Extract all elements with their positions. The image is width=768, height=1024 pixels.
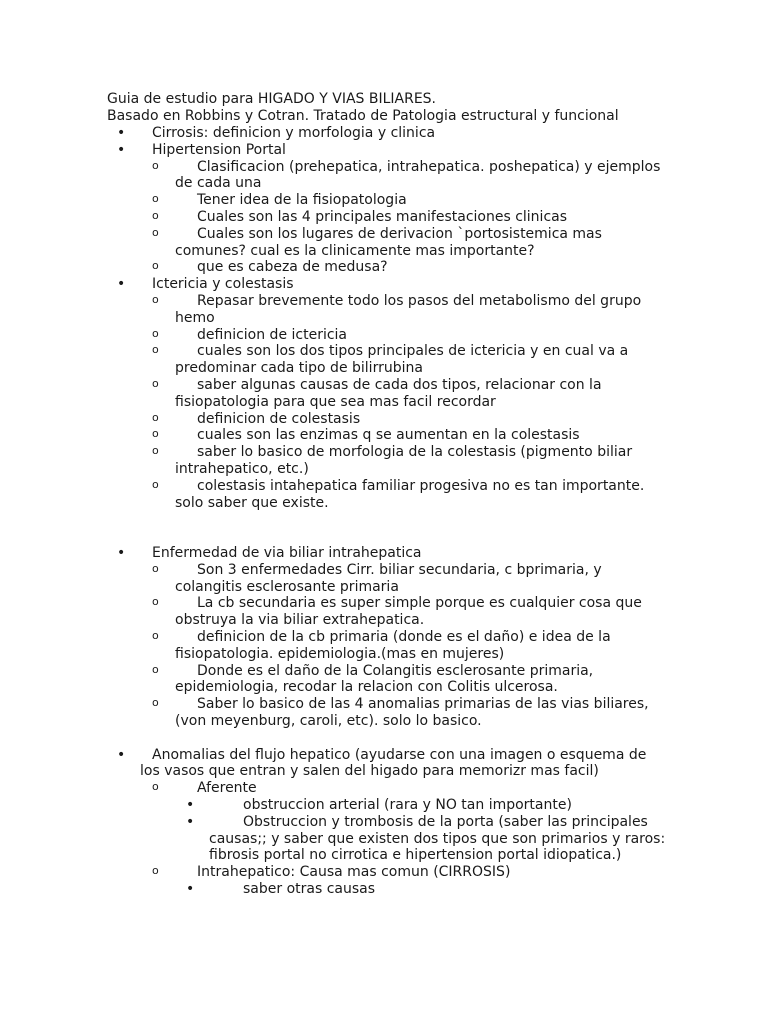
list-item-text: predominar cada tipo de bilirrubina: [175, 360, 423, 377]
list-item-text: cuales son los dos tipos principales de ictericia y en cual va a: [197, 343, 629, 360]
disc-bullet-icon: •: [186, 813, 195, 830]
list-item-text: Anomalias del flujo hepatico (ayudarse con una imagen o esquema de: [152, 746, 647, 763]
list-item-text: Enfermedad de via biliar intrahepatica: [152, 545, 422, 561]
circle-bullet-icon: o: [152, 477, 159, 491]
circle-bullet-icon: o: [152, 629, 159, 642]
circle-bullet-icon: o: [152, 209, 159, 222]
list-item-text: definicion de colestasis: [197, 410, 361, 427]
list-item-text: Saber lo basico de las 4 anomalias primarias de las vias biliares,: [197, 696, 649, 713]
circle-bullet-icon: o: [152, 561, 159, 575]
circle-bullet-icon: o: [152, 595, 159, 609]
disc-bullet-icon: •: [117, 141, 126, 158]
list-item-text: Hipertension Portal: [152, 141, 286, 158]
list-item-text: Obstruccion y trombosis de la porta (saber las principales: [243, 813, 648, 830]
list-item-text: (von meyenburg, caroli, etc). solo lo basico.: [175, 713, 482, 729]
list-item-text: saber lo basico de morfologia de la colestasis (pigmento biliar: [197, 444, 633, 461]
circle-bullet-icon: o: [152, 225, 159, 239]
circle-bullet-icon: o: [152, 343, 159, 357]
list-item-text: obstruccion arterial (rara y NO tan importante): [243, 797, 572, 813]
list-item-text: fisiopatologia para que sea mas facil recordar: [175, 393, 496, 410]
list-item-text: fibrosis portal no cirrotica e hipertension portal idiopatica.): [209, 847, 622, 864]
list-item-text: Cuales son los lugares de derivacion `portosistemica mas: [197, 225, 602, 242]
circle-bullet-icon: o: [152, 410, 159, 424]
circle-bullet-icon: o: [152, 158, 159, 172]
list-item-text: saber algunas causas de cada dos tipos, relacionar con la: [197, 377, 602, 393]
list-item-text: Son 3 enfermedades Cirr. biliar secundaria, c bprimaria, y: [197, 561, 602, 578]
circle-bullet-icon: o: [152, 662, 159, 676]
list-item-text: que es cabeza de medusa?: [197, 259, 388, 276]
list-item-text: solo saber que existe.: [175, 494, 329, 511]
list-item-text: definicion de la cb primaria (donde es el daño) e idea de la: [197, 629, 611, 645]
circle-bullet-icon: o: [152, 377, 159, 390]
list-item-text: cuales son las enzimas q se aumentan en la colestasis: [197, 427, 580, 444]
list-item-text: comunes? cual es la clinicamente mas importante?: [175, 242, 535, 259]
circle-bullet-icon: o: [152, 444, 159, 458]
list-item-text: de cada una: [175, 175, 262, 192]
list-item-text: Repasar brevemente todo los pasos del metabolismo del grupo: [197, 293, 642, 309]
list-item-text: hemo: [175, 309, 215, 326]
list-item-text: los vasos que entran y salen del higado para memorizr mas facil): [140, 763, 599, 780]
list-item-text: causas;; y saber que existen dos tipos que son primarios y raros:: [209, 830, 666, 847]
list-item-text: Cuales son las 4 principales manifestaciones clinicas: [197, 209, 568, 225]
list-item-text: fisiopatologia. epidemiologia.(mas en mujeres): [175, 645, 505, 662]
list-item-text: Donde es el daño de la Colangitis esclerosante primaria,: [197, 662, 594, 679]
list-item-text: colangitis esclerosante primaria: [175, 578, 399, 595]
disc-bullet-icon: •: [186, 881, 195, 897]
circle-bullet-icon: o: [152, 427, 159, 441]
list-item-text: definicion de ictericia: [197, 326, 348, 343]
circle-bullet-icon: o: [152, 192, 159, 206]
list-item-text: colestasis intahepatica familiar progesiva no es tan importante.: [197, 477, 645, 494]
list-item-text: epidemiologia, recodar la relacion con Colitis ulcerosa.: [175, 679, 558, 696]
list-item-text: saber otras causas: [243, 881, 376, 897]
document-title: Guia de estudio para HIGADO Y VIAS BILIARES.: [107, 91, 437, 107]
list-item-text: Cirrosis: definicion y morfologia y clinica: [152, 125, 436, 141]
disc-bullet-icon: •: [117, 276, 126, 293]
circle-bullet-icon: o: [152, 864, 159, 878]
list-item-text: La cb secundaria es super simple porque es cualquier cosa que: [197, 595, 642, 612]
list-item-text: Tener idea de la fisiopatologia: [197, 192, 407, 209]
disc-bullet-icon: •: [117, 125, 126, 141]
circle-bullet-icon: o: [152, 696, 159, 710]
circle-bullet-icon: o: [152, 259, 159, 273]
disc-bullet-icon: •: [117, 545, 126, 561]
list-item-text: Aferente: [197, 780, 257, 797]
disc-bullet-icon: •: [117, 746, 126, 763]
list-item-text: Clasificacion (prehepatica, intrahepatica. poshepatica) y ejemplos: [197, 158, 661, 175]
circle-bullet-icon: o: [152, 293, 159, 306]
list-item-text: Ictericia y colestasis: [152, 276, 294, 293]
list-item-text: Intrahepatico: Causa mas comun (CIRROSIS): [197, 864, 511, 881]
document-subtitle: Basado en Robbins y Cotran. Tratado de Patologia estructural y funcional: [107, 108, 619, 124]
disc-bullet-icon: •: [186, 797, 195, 813]
circle-bullet-icon: o: [152, 780, 159, 794]
list-item-text: obstruya la via biliar extrahepatica.: [175, 612, 425, 629]
list-item-text: intrahepatico, etc.): [175, 461, 309, 477]
circle-bullet-icon: o: [152, 326, 159, 340]
